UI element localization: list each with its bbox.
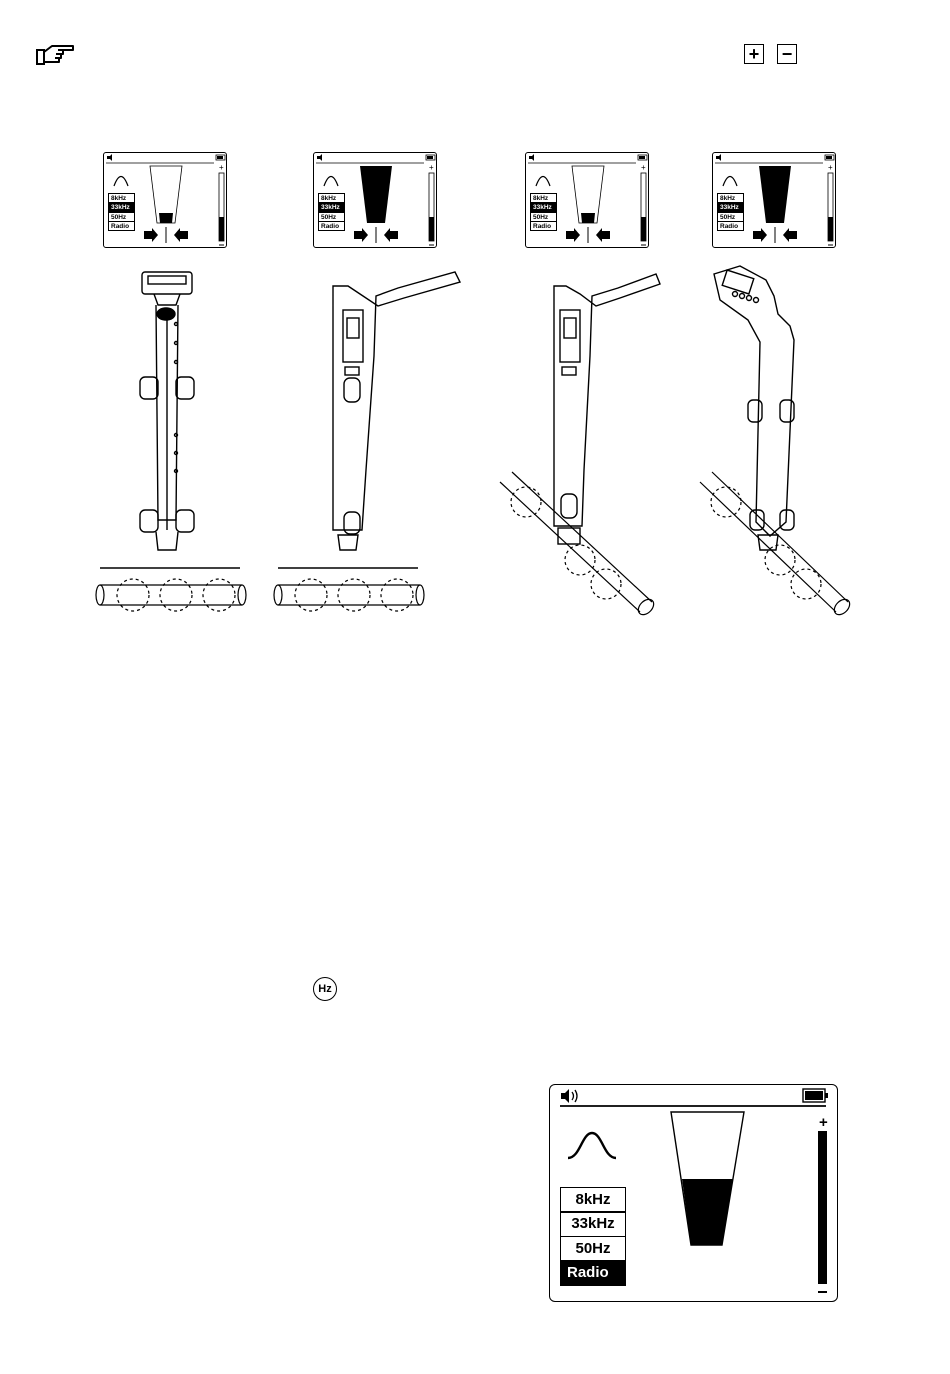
frequency-list [530,194,557,231]
svg-text:+: + [819,1114,828,1131]
svg-text:+: + [828,163,833,172]
plus-key-icon: + [744,44,764,64]
hz-key-icon: Hz [313,977,337,1001]
locator-pipe-illustrations [0,260,950,660]
buried-pipe-2 [274,579,424,611]
freq-option-selected: 33kHz [530,202,557,212]
lcd-panel-4 [712,152,836,248]
minus-key-icon: − [777,44,797,64]
frequency-list [717,194,744,231]
lcd-panel-2 [313,152,437,248]
locator-angled-side-view [554,274,660,544]
frequency-list [318,194,345,231]
svg-text:+: + [219,163,224,172]
buried-pipe-1 [96,579,246,611]
freq-option: 50Hz [530,212,557,222]
large-lcd-display [549,1084,838,1302]
svg-text:+: + [429,163,434,172]
locator-front-view [140,272,194,550]
freq-option-selected: 33kHz [318,202,345,212]
freq-option: 50Hz [717,212,744,222]
frequency-list [108,194,135,231]
freq-option: 8kHz [717,193,744,203]
large-frequency-list [560,1188,626,1286]
freq-option: 8kHz [108,193,135,203]
peak-response-icon [568,1133,616,1158]
freq-option: Radio [717,221,744,231]
freq-option-selected: 33kHz [108,202,135,212]
freq-option-selected: 33kHz [717,202,744,212]
freq-option: 8kHz [560,1187,626,1213]
lcd-panel-1 [103,152,227,248]
locator-side-view [333,272,460,550]
pointing-hand-icon [36,40,76,70]
buried-pipe-3 [500,472,657,618]
speaker-icon [561,1089,569,1103]
freq-option: 50Hz [560,1236,626,1262]
battery-icon [803,1089,828,1102]
freq-option: 8kHz [318,193,345,203]
signal-level-bar [818,1131,827,1284]
lcd-panel-3 [525,152,649,248]
freq-option: Radio [108,221,135,231]
freq-option: 8kHz [530,193,557,203]
freq-option: Radio [318,221,345,231]
freq-option-selected: Radio [560,1260,626,1286]
freq-option: Radio [530,221,557,231]
freq-option: 50Hz [108,212,135,222]
svg-text:+: + [641,163,646,172]
freq-option: 50Hz [318,212,345,222]
freq-option: 33kHz [560,1211,626,1237]
